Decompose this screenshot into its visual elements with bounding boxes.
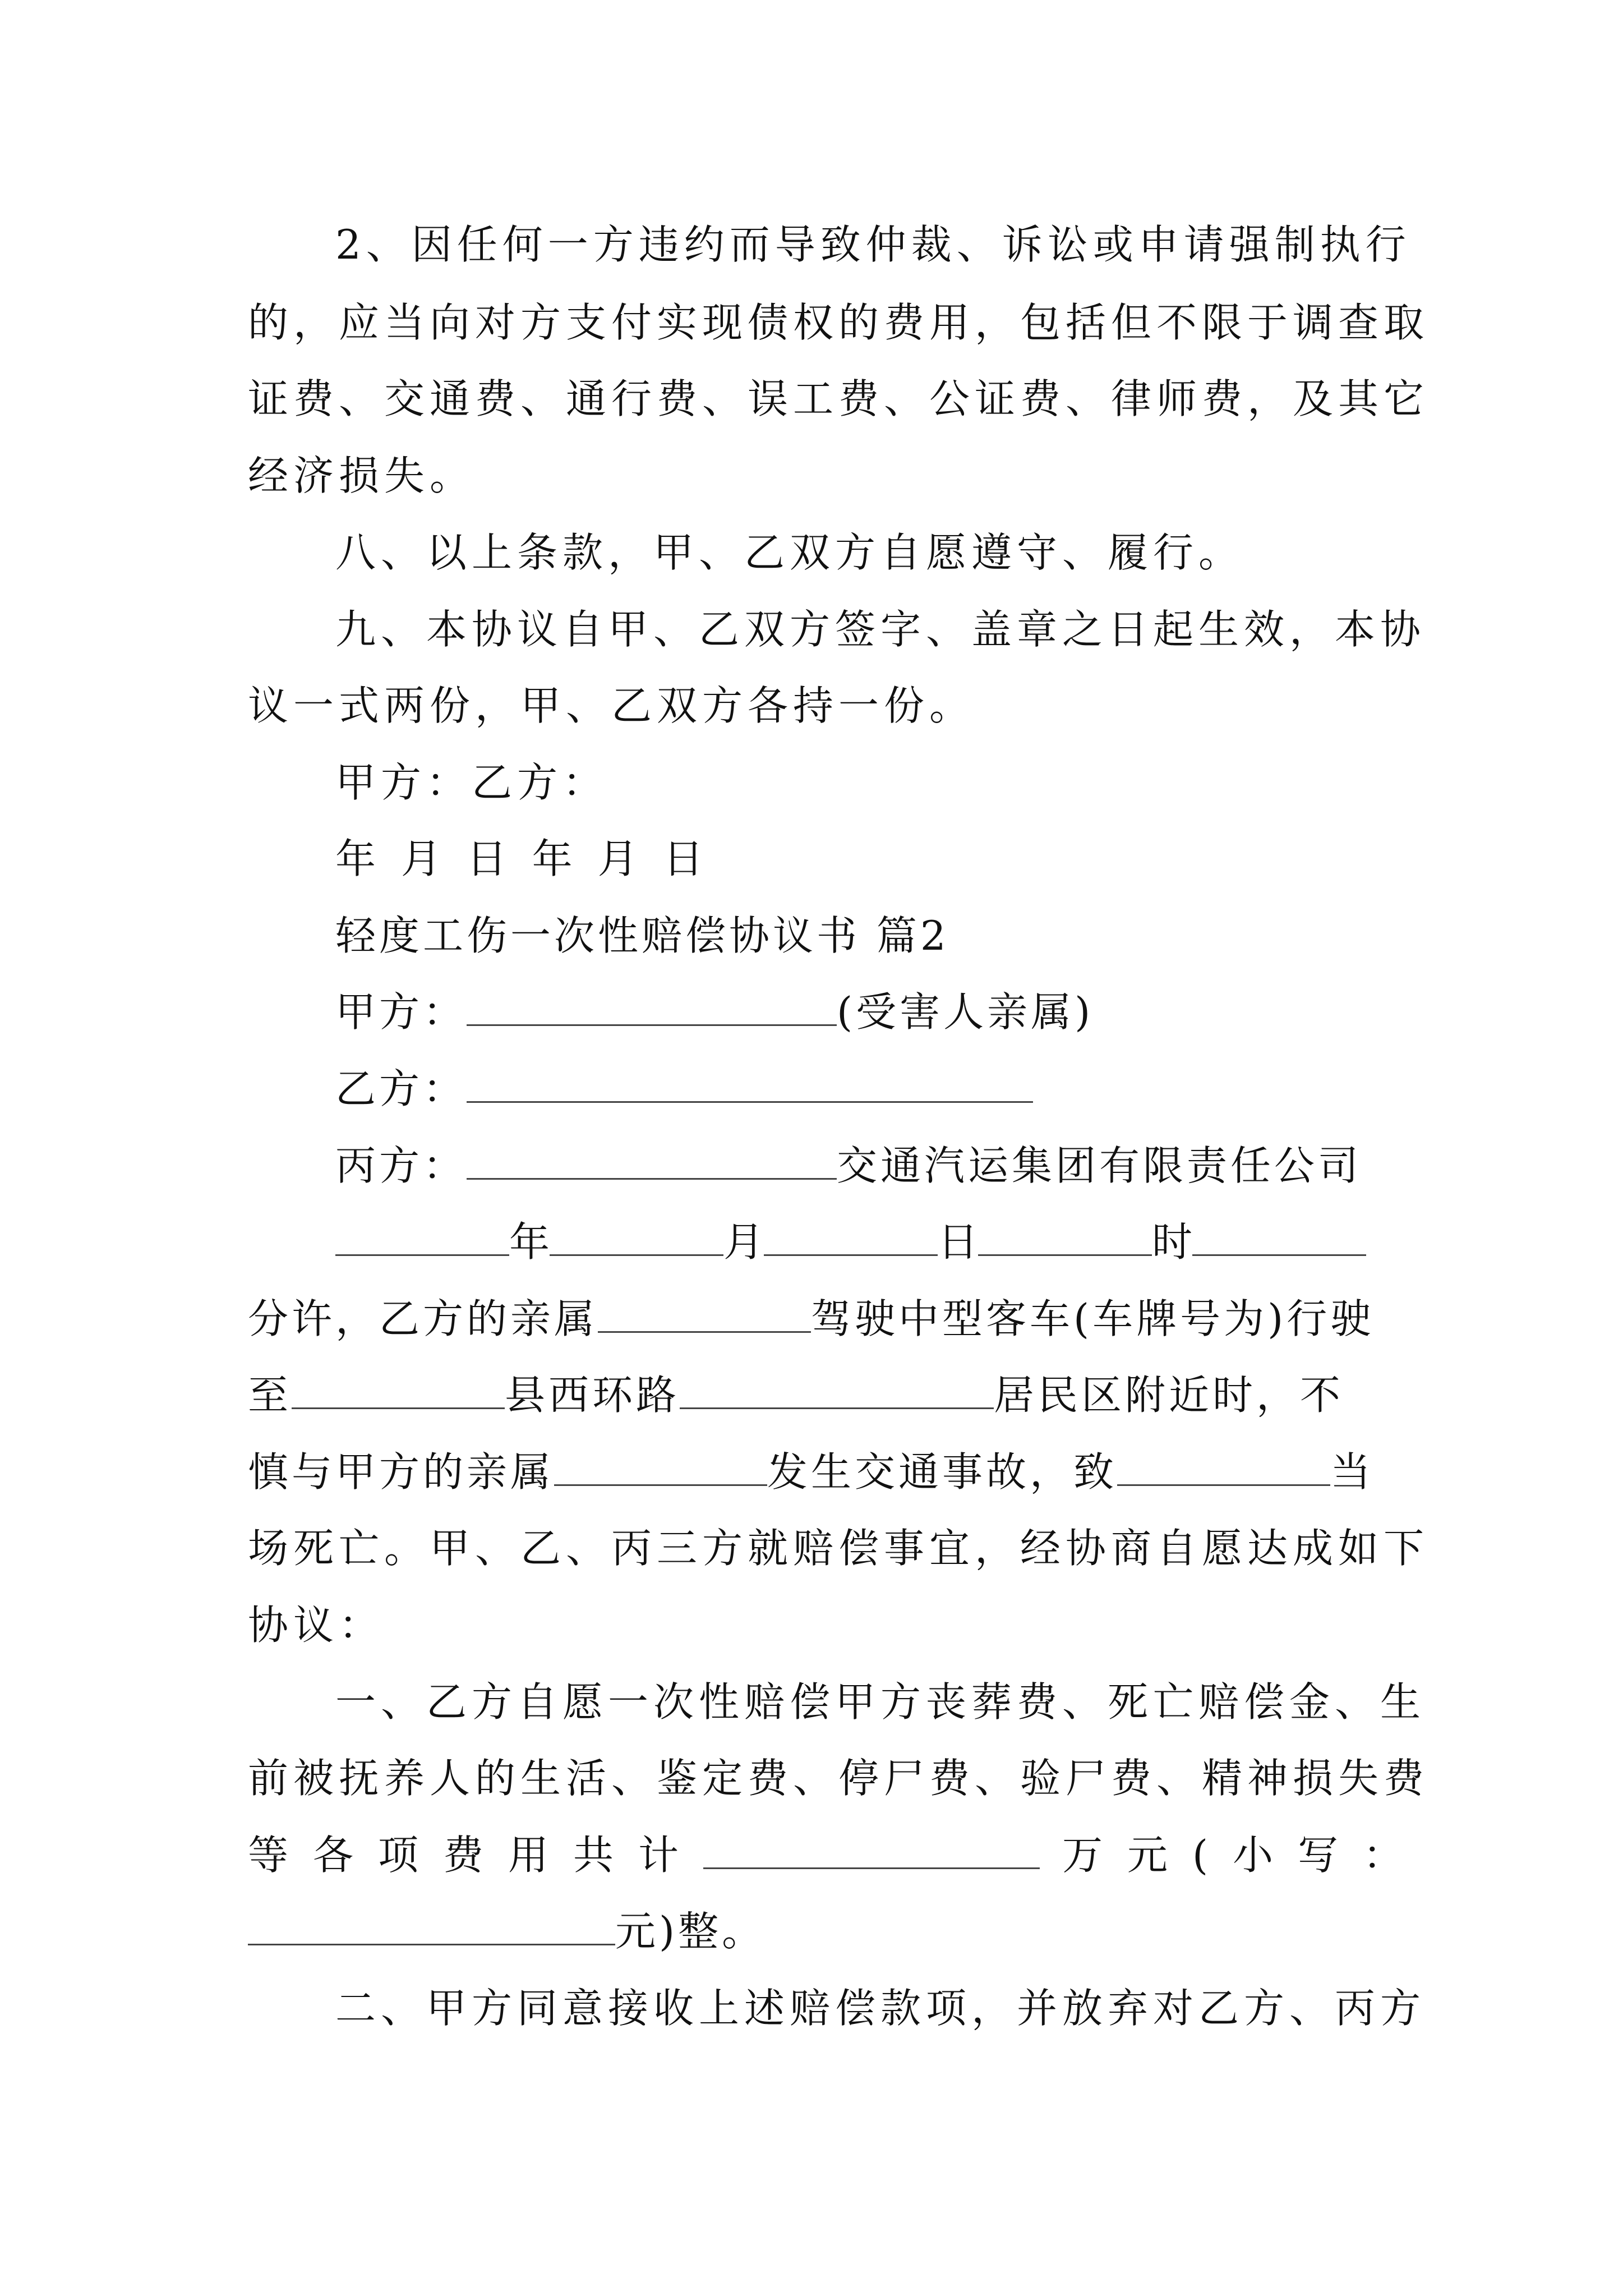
party-c-label: 丙方： bbox=[335, 1142, 467, 1189]
party-b-blank bbox=[467, 1066, 1033, 1103]
section-title: 轻度工伤一次性赔偿协议书 篇2 bbox=[335, 912, 949, 959]
clause-text: 九、本协议自甲、乙双方签字、盖章之日起生效，本协 bbox=[335, 606, 1426, 653]
party-c-line bbox=[335, 1126, 1623, 1205]
clause-amount-line bbox=[248, 1816, 1623, 1894]
accident-text-line bbox=[248, 1356, 1623, 1434]
accident-text-line: 场死亡。甲、乙、丙三方就赔偿事宜，经协商自愿达成如下 bbox=[248, 1525, 1430, 1572]
clause-text: 二、甲方同意接收上述赔偿款项，并放弃对乙方、丙方 bbox=[335, 1985, 1426, 2032]
hour-blank bbox=[978, 1220, 1152, 1256]
accident-text-line bbox=[248, 1280, 1623, 1358]
clause-text: 议一式两份，甲、乙双方各持一份。 bbox=[248, 682, 975, 729]
clause-text: 八、以上条款，甲、乙双方自愿遵守、履行。 bbox=[335, 529, 1244, 576]
clause-text: 证费、交通费、通行费、误工费、公证费、律师费，及其它 bbox=[248, 375, 1430, 422]
accident-text: 当 bbox=[1330, 1448, 1375, 1496]
county-blank bbox=[292, 1373, 505, 1409]
accident-text-line bbox=[248, 1433, 1623, 1511]
party-c-company: 交通汽运集团有限责任公司 bbox=[837, 1142, 1362, 1189]
party-a-line bbox=[335, 973, 1623, 1051]
victim-blank bbox=[1117, 1450, 1330, 1486]
minute-blank bbox=[1192, 1220, 1366, 1256]
amount-small-blank bbox=[248, 1909, 615, 1945]
hour-label: 时 bbox=[1152, 1218, 1193, 1266]
month-blank bbox=[550, 1220, 723, 1256]
victim-relative-blank bbox=[554, 1450, 767, 1486]
year-label: 年 bbox=[509, 1218, 550, 1266]
accident-text: 驾驶中型客车(车牌号为)行驶 bbox=[811, 1295, 1375, 1342]
amount-blank bbox=[703, 1833, 1040, 1869]
accident-text: 分许，乙方的亲属 bbox=[248, 1295, 598, 1342]
party-b-label: 乙方： bbox=[335, 1065, 467, 1112]
day-label: 日 bbox=[938, 1218, 979, 1266]
accident-text: 慎与甲方的亲属 bbox=[248, 1448, 555, 1496]
signature-parties: 甲方：乙方： bbox=[335, 759, 608, 806]
clause-text: 前被抚养人的生活、鉴定费、停尸费、验尸费、精神损失费 bbox=[248, 1755, 1430, 1802]
accident-datetime-line bbox=[335, 1203, 1623, 1281]
accident-text: 居民区附近时，不 bbox=[994, 1372, 1344, 1419]
clause-text: 等各项费用共计 bbox=[248, 1832, 704, 1879]
party-c-blank bbox=[467, 1143, 837, 1180]
clause-amount-line bbox=[248, 1892, 1623, 1971]
accident-text-line: 协议： bbox=[248, 1602, 385, 1649]
accident-text: 至 bbox=[248, 1372, 292, 1419]
signature-dates: 年 月 日 年 月 日 bbox=[335, 835, 704, 882]
party-b-line bbox=[335, 1050, 1623, 1128]
location-blank bbox=[680, 1373, 994, 1409]
clause-text: 一、乙方自愿一次性赔偿甲方丧葬费、死亡赔偿金、生 bbox=[335, 1678, 1426, 1726]
clause-text: 经济损失。 bbox=[248, 452, 476, 499]
year-blank bbox=[335, 1220, 509, 1256]
day-blank bbox=[764, 1220, 938, 1256]
driver-blank bbox=[598, 1296, 811, 1333]
month-label: 月 bbox=[723, 1218, 764, 1266]
accident-text: 发生交通事故，致 bbox=[767, 1448, 1118, 1496]
clause-text: 2、因任何一方违约而导致仲裁、诉讼或申请强制执行 bbox=[335, 221, 1411, 268]
party-a-blank bbox=[467, 990, 837, 1026]
party-a-label: 甲方： bbox=[335, 988, 467, 1036]
clause-text: 元)整。 bbox=[615, 1908, 766, 1955]
party-a-suffix: (受害人亲属) bbox=[837, 988, 1094, 1036]
clause-text: 万元(小写： bbox=[1062, 1832, 1428, 1879]
clause-text: 的，应当向对方支付实现债权的费用，包括但不限于调查取 bbox=[248, 299, 1430, 346]
accident-text: 县西环路 bbox=[505, 1372, 680, 1419]
